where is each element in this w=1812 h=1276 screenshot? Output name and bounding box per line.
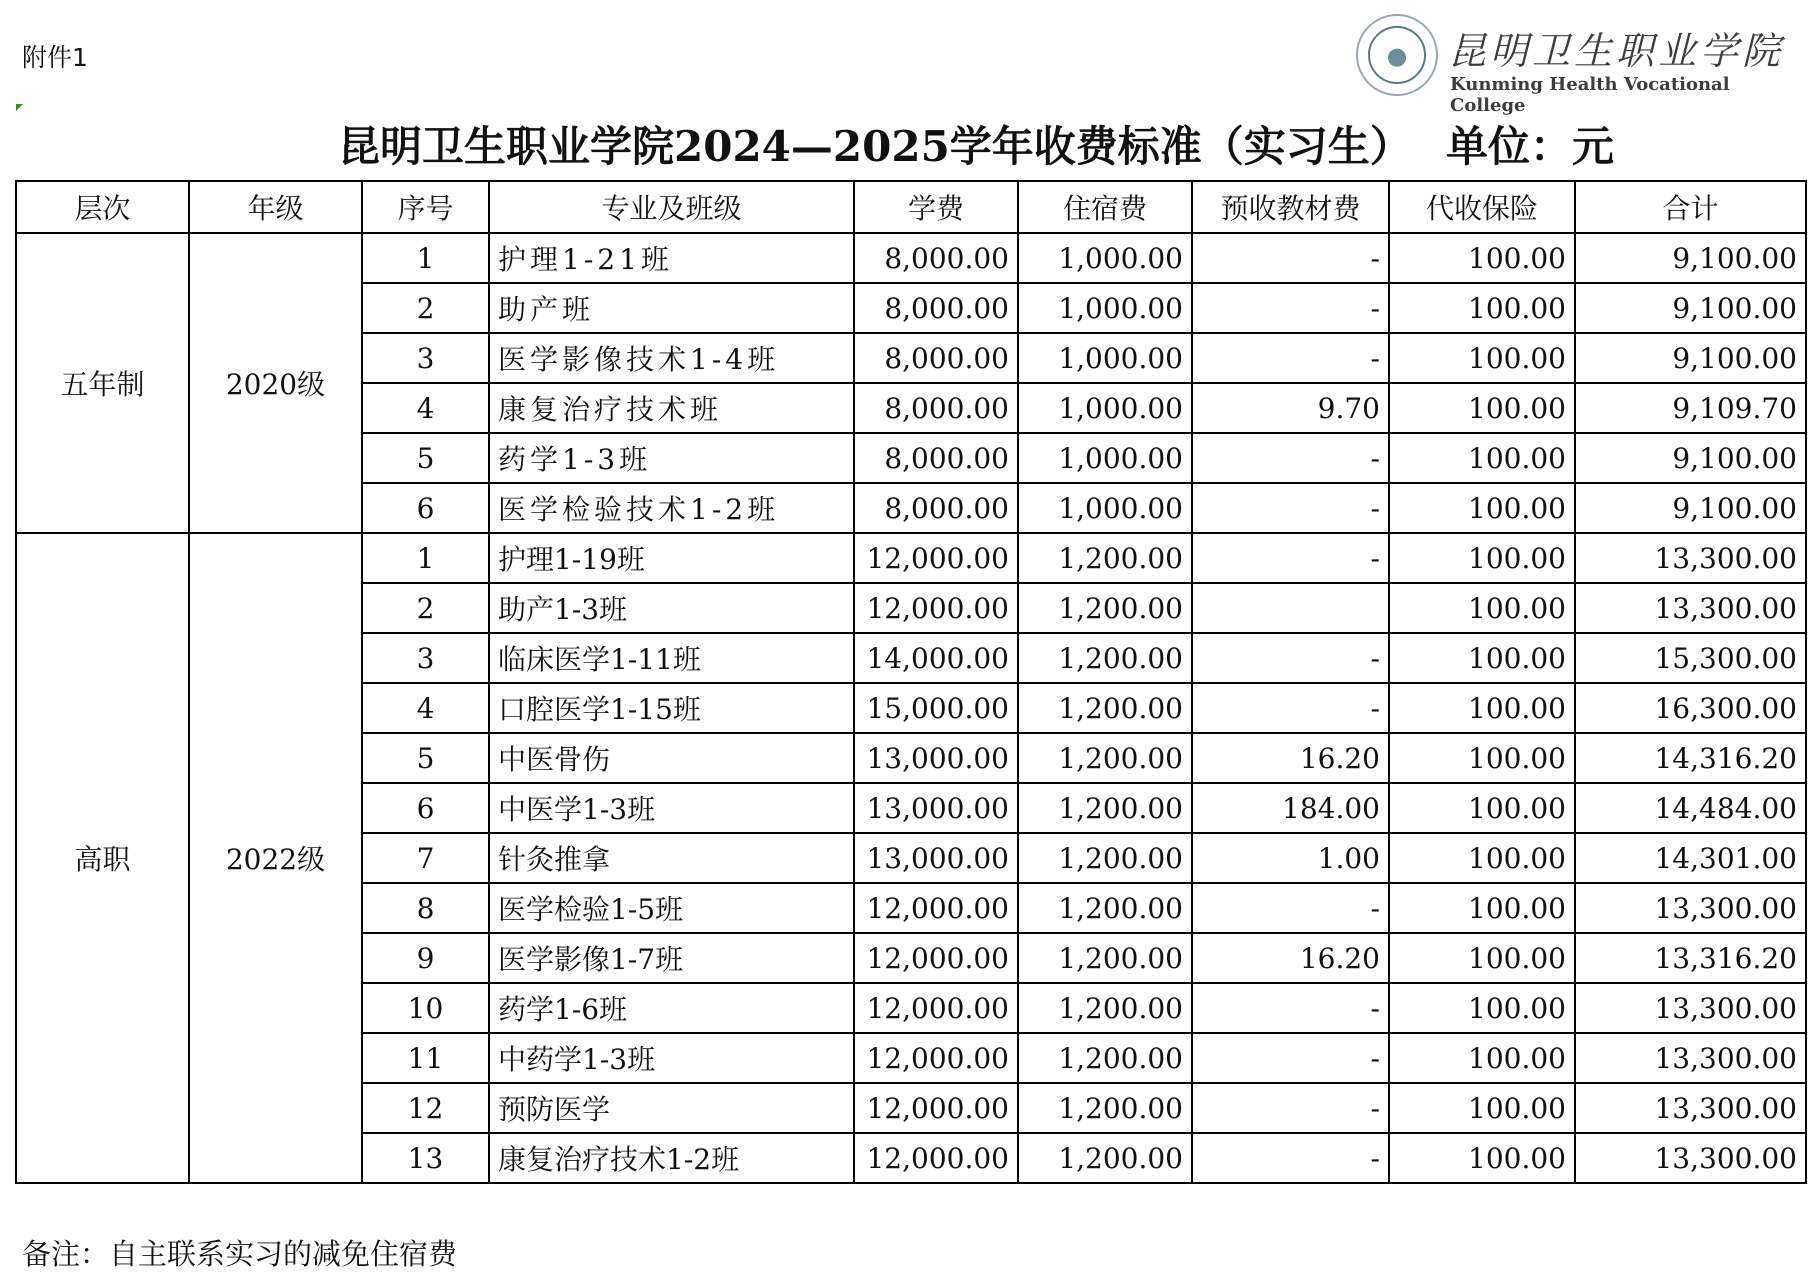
row-dorm: 1,000.00 xyxy=(1018,333,1192,383)
row-major-class: 医学检验技术1-2班 xyxy=(489,483,854,533)
header-major-class: 专业及班级 xyxy=(489,181,854,233)
row-insurance: 100.00 xyxy=(1389,333,1575,383)
row-dorm: 1,200.00 xyxy=(1018,983,1192,1033)
college-logo xyxy=(1356,14,1806,116)
table-row xyxy=(16,233,1806,283)
row-dorm: 1,200.00 xyxy=(1018,883,1192,933)
row-major-class: 中医骨伤 xyxy=(489,733,854,783)
row-textbook: - xyxy=(1192,333,1389,383)
row-tuition: 12,000.00 xyxy=(854,933,1018,983)
row-total: 13,300.00 xyxy=(1575,1033,1806,1083)
row-major-class: 预防医学 xyxy=(489,1083,854,1133)
fee-table xyxy=(15,180,1807,1184)
row-number: 1 xyxy=(362,233,489,283)
row-textbook: - xyxy=(1192,983,1389,1033)
row-total: 9,109.70 xyxy=(1575,383,1806,433)
row-total: 13,300.00 xyxy=(1575,883,1806,933)
row-number: 5 xyxy=(362,433,489,483)
header-number: 序号 xyxy=(362,181,489,233)
row-tuition: 12,000.00 xyxy=(854,533,1018,583)
row-number: 1 xyxy=(362,533,489,583)
row-insurance: 100.00 xyxy=(1389,783,1575,833)
row-major-class: 医学影像技术1-4班 xyxy=(489,333,854,383)
row-textbook: - xyxy=(1192,533,1389,583)
row-textbook: - xyxy=(1192,233,1389,283)
row-tuition: 8,000.00 xyxy=(854,433,1018,483)
row-number: 3 xyxy=(362,633,489,683)
row-textbook: - xyxy=(1192,1133,1389,1183)
row-textbook: - xyxy=(1192,483,1389,533)
row-tuition: 13,000.00 xyxy=(854,833,1018,883)
row-textbook: - xyxy=(1192,683,1389,733)
row-insurance: 100.00 xyxy=(1389,233,1575,283)
logo-name-en: Kunming Health Vocational College xyxy=(1450,74,1730,116)
row-insurance: 100.00 xyxy=(1389,533,1575,583)
row-total: 9,100.00 xyxy=(1575,333,1806,383)
row-tuition: 12,000.00 xyxy=(854,1133,1018,1183)
row-total: 14,316.20 xyxy=(1575,733,1806,783)
row-total: 13,300.00 xyxy=(1575,533,1806,583)
row-major-class: 中药学1-3班 xyxy=(489,1033,854,1083)
row-tuition: 12,000.00 xyxy=(854,883,1018,933)
header-insurance: 代收保险 xyxy=(1389,181,1575,233)
row-insurance: 100.00 xyxy=(1389,283,1575,333)
row-dorm: 1,200.00 xyxy=(1018,833,1192,883)
row-dorm: 1,200.00 xyxy=(1018,783,1192,833)
row-textbook: 184.00 xyxy=(1192,783,1389,833)
row-major-class: 助产班 xyxy=(489,283,854,333)
row-major-class: 医学影像1-7班 xyxy=(489,933,854,983)
row-dorm: 1,000.00 xyxy=(1018,283,1192,333)
header-textbook: 预收教材费 xyxy=(1192,181,1389,233)
row-tuition: 8,000.00 xyxy=(854,233,1018,283)
row-tuition: 12,000.00 xyxy=(854,583,1018,633)
row-major-class: 临床医学1-11班 xyxy=(489,633,854,683)
row-dorm: 1,200.00 xyxy=(1018,1133,1192,1183)
row-total: 13,316.20 xyxy=(1575,933,1806,983)
row-major-class: 助产1-3班 xyxy=(489,583,854,633)
row-total: 9,100.00 xyxy=(1575,233,1806,283)
row-number: 12 xyxy=(362,1083,489,1133)
row-total: 9,100.00 xyxy=(1575,483,1806,533)
row-dorm: 1,200.00 xyxy=(1018,583,1192,633)
row-major-class: 康复治疗技术班 xyxy=(489,383,854,433)
row-major-class: 口腔医学1-15班 xyxy=(489,683,854,733)
row-total: 13,300.00 xyxy=(1575,983,1806,1033)
row-textbook: - xyxy=(1192,633,1389,683)
remark-note: 备注：自主联系实习的减免住宿费 xyxy=(22,1237,458,1271)
row-major-class: 药学1-6班 xyxy=(489,983,854,1033)
row-textbook: - xyxy=(1192,283,1389,333)
group-level: 五年制 xyxy=(16,233,189,533)
row-textbook: 9.70 xyxy=(1192,383,1389,433)
table-row xyxy=(16,533,1806,583)
row-number: 8 xyxy=(362,883,489,933)
row-textbook: - xyxy=(1192,433,1389,483)
group-grade: 2020级 xyxy=(189,233,362,533)
cell-corner-marker xyxy=(16,104,23,111)
row-tuition: 12,000.00 xyxy=(854,1083,1018,1133)
row-tuition: 8,000.00 xyxy=(854,383,1018,433)
row-insurance: 100.00 xyxy=(1389,933,1575,983)
row-insurance: 100.00 xyxy=(1389,1033,1575,1083)
row-tuition: 14,000.00 xyxy=(854,633,1018,683)
row-textbook: 1.00 xyxy=(1192,833,1389,883)
row-number: 11 xyxy=(362,1033,489,1083)
row-tuition: 8,000.00 xyxy=(854,283,1018,333)
row-dorm: 1,000.00 xyxy=(1018,233,1192,283)
row-insurance: 100.00 xyxy=(1389,1133,1575,1183)
row-textbook: 16.20 xyxy=(1192,733,1389,783)
row-insurance: 100.00 xyxy=(1389,733,1575,783)
row-dorm: 1,200.00 xyxy=(1018,533,1192,583)
row-tuition: 8,000.00 xyxy=(854,483,1018,533)
row-insurance: 100.00 xyxy=(1389,683,1575,733)
header-tuition: 学费 xyxy=(854,181,1018,233)
header-grade: 年级 xyxy=(189,181,362,233)
row-total: 14,301.00 xyxy=(1575,833,1806,883)
group-grade: 2022级 xyxy=(189,533,362,1183)
row-tuition: 15,000.00 xyxy=(854,683,1018,733)
row-number: 6 xyxy=(362,483,489,533)
row-major-class: 药学1-3班 xyxy=(489,433,854,483)
row-total: 13,300.00 xyxy=(1575,583,1806,633)
row-dorm: 1,200.00 xyxy=(1018,1033,1192,1083)
row-dorm: 1,200.00 xyxy=(1018,633,1192,683)
row-insurance: 100.00 xyxy=(1389,433,1575,483)
group-level: 高职 xyxy=(16,533,189,1183)
row-insurance: 100.00 xyxy=(1389,833,1575,883)
row-dorm: 1,000.00 xyxy=(1018,483,1192,533)
row-number: 6 xyxy=(362,783,489,833)
row-total: 16,300.00 xyxy=(1575,683,1806,733)
row-total: 13,300.00 xyxy=(1575,1083,1806,1133)
row-dorm: 1,200.00 xyxy=(1018,1083,1192,1133)
row-insurance: 100.00 xyxy=(1389,483,1575,533)
row-number: 4 xyxy=(362,383,489,433)
row-number: 10 xyxy=(362,983,489,1033)
row-insurance: 100.00 xyxy=(1389,583,1575,633)
row-major-class: 护理1-21班 xyxy=(489,233,854,283)
row-tuition: 13,000.00 xyxy=(854,783,1018,833)
row-dorm: 1,000.00 xyxy=(1018,433,1192,483)
row-number: 9 xyxy=(362,933,489,983)
row-total: 15,300.00 xyxy=(1575,633,1806,683)
row-insurance: 100.00 xyxy=(1389,633,1575,683)
attachment-label: 附件1 xyxy=(22,43,88,72)
row-tuition: 13,000.00 xyxy=(854,733,1018,783)
row-major-class: 护理1-19班 xyxy=(489,533,854,583)
row-number: 2 xyxy=(362,583,489,633)
row-total: 14,484.00 xyxy=(1575,783,1806,833)
row-textbook: - xyxy=(1192,1033,1389,1083)
row-textbook: 16.20 xyxy=(1192,933,1389,983)
row-insurance: 100.00 xyxy=(1389,383,1575,433)
row-dorm: 1,200.00 xyxy=(1018,933,1192,983)
row-number: 2 xyxy=(362,283,489,333)
row-number: 3 xyxy=(362,333,489,383)
row-textbook xyxy=(1192,583,1389,633)
row-insurance: 100.00 xyxy=(1389,983,1575,1033)
row-insurance: 100.00 xyxy=(1389,883,1575,933)
row-tuition: 8,000.00 xyxy=(854,333,1018,383)
header-total: 合计 xyxy=(1575,181,1806,233)
row-tuition: 12,000.00 xyxy=(854,1033,1018,1083)
row-number: 5 xyxy=(362,733,489,783)
header-row xyxy=(16,181,1806,233)
row-number: 13 xyxy=(362,1133,489,1183)
row-dorm: 1,000.00 xyxy=(1018,383,1192,433)
row-number: 4 xyxy=(362,683,489,733)
row-textbook: - xyxy=(1192,883,1389,933)
row-major-class: 针灸推拿 xyxy=(489,833,854,883)
row-textbook: - xyxy=(1192,1083,1389,1133)
row-number: 7 xyxy=(362,833,489,883)
row-dorm: 1,200.00 xyxy=(1018,683,1192,733)
header-level: 层次 xyxy=(16,181,189,233)
college-emblem-icon xyxy=(1356,14,1438,96)
document-title: 昆明卫生职业学院2024—2025学年收费标准（实习生） xyxy=(338,122,1412,171)
logo-name-cn: 昆明卫生职业学院 xyxy=(1448,29,1785,73)
row-total: 9,100.00 xyxy=(1575,433,1806,483)
row-tuition: 12,000.00 xyxy=(854,983,1018,1033)
row-major-class: 康复治疗技术1-2班 xyxy=(489,1133,854,1183)
row-major-class: 中医学1-3班 xyxy=(489,783,854,833)
row-dorm: 1,200.00 xyxy=(1018,733,1192,783)
row-total: 9,100.00 xyxy=(1575,283,1806,333)
row-total: 13,300.00 xyxy=(1575,1133,1806,1183)
currency-unit: 单位：元 xyxy=(1446,122,1615,171)
row-insurance: 100.00 xyxy=(1389,1083,1575,1133)
row-major-class: 医学检验1-5班 xyxy=(489,883,854,933)
header-dorm: 住宿费 xyxy=(1018,181,1192,233)
